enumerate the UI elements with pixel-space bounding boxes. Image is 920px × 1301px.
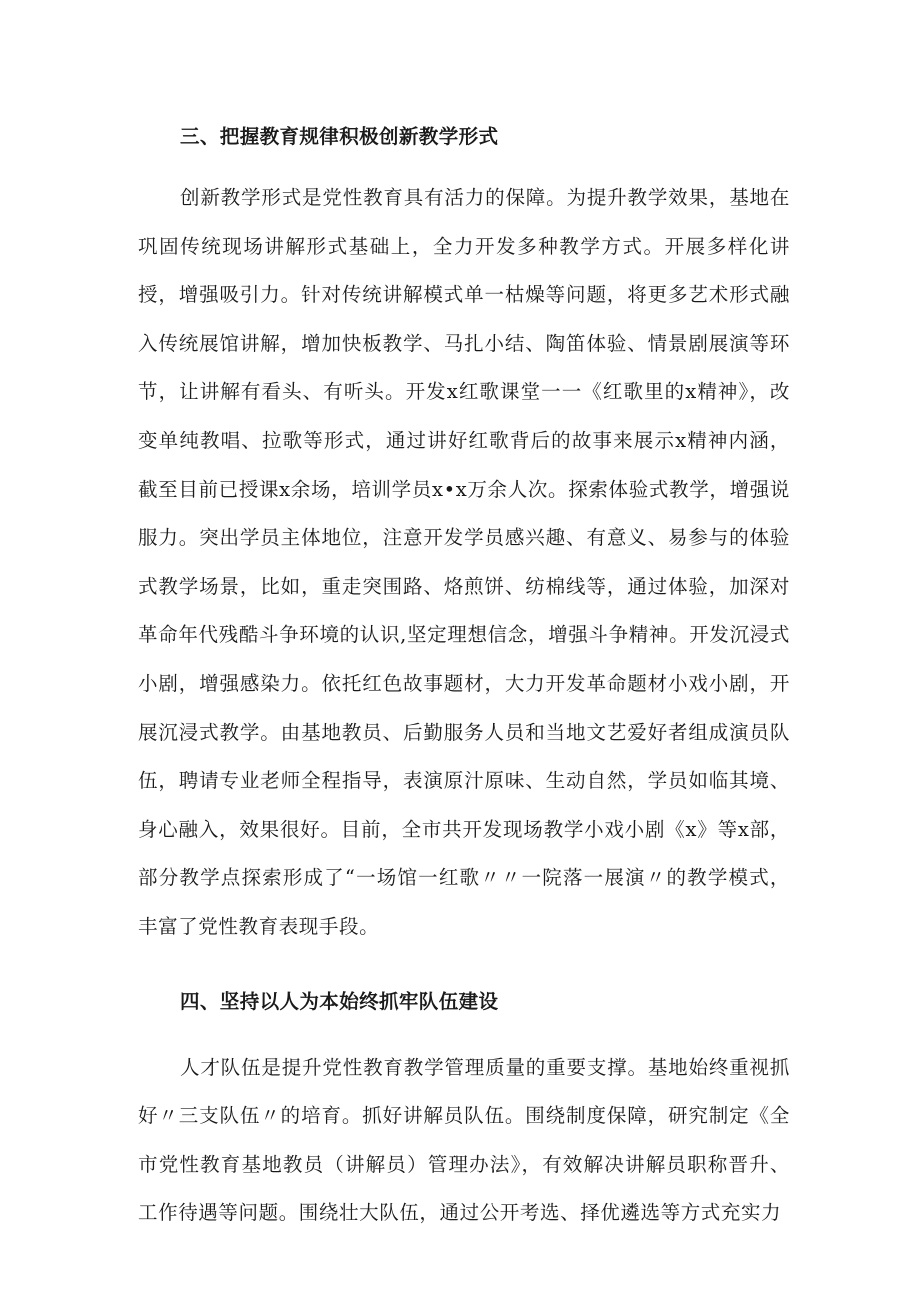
section-three-paragraph: 创新教学形式是党性教育具有活力的保障。为提升教学效果，基地在巩固传统现场讲解形式基础上，全力开发多种教学方式。开展多样化讲授，增强吸引力。针对传统讲解模式单一枯燥等问题，将更多艺术形式融入传统展馆讲解，增加快板教学、马扎小结、陶笛体验、情景剧展演等环节，让讲解有看头、有听头。开发x红歌课堂一一《红歌里的x精神》，改变单纯教唱、拉歌等形式，通过讲好红歌背后的故事来展示x精神内涵，截至目前已授课x余场，培训学员x•x万余人次。探索体验式教学，增强说服力。突出学员主体地位，注意开发学员感兴趣、有意义、易参与的体验式教学场景，比如，重走突围路、烙煎饼、纺棉线等，通过体验，加深对革命年代残酷斗争环境的认识,坚定理想信念，增强斗争精神。开发沉浸式小剧，增强感染力。依托红色故事题材，大力开发革命题材小戏小剧，开展沉浸式教学。由基地教员、后勤服务人员和当地文艺爱好者组成演员队伍，聘请专业老师全程指导，表演原汁原味、生动自然，学员如临其境、身心融入，效果很好。目前，全市共开发现场教学小戏小剧《x》等x部，部分教学点探索形成了“一场馆一红歌〃〃一院落一展演〃的教学模式，丰富了党性教育表现手段。	[138, 186, 790, 938]
section-four-paragraph: 人才队伍是提升党性教育教学管理质量的重要支撑。基地始终重视抓好〃三支队伍〃的培育。抓好讲解员队伍。围绕制度保障，研究制定《全市党性教育基地教员（讲解员）管理办法》，有效解决讲解员职称晋升、工作待遇等问题。围绕壮大队伍，通过公开考选、择优遴选等方式充实力	[138, 1055, 790, 1225]
section-four-heading: 四、坚持以人为本始终抓牢队伍建设	[180, 989, 499, 1013]
section-three-heading: 三、把握教育规律积极创新教学形式	[180, 125, 499, 148]
